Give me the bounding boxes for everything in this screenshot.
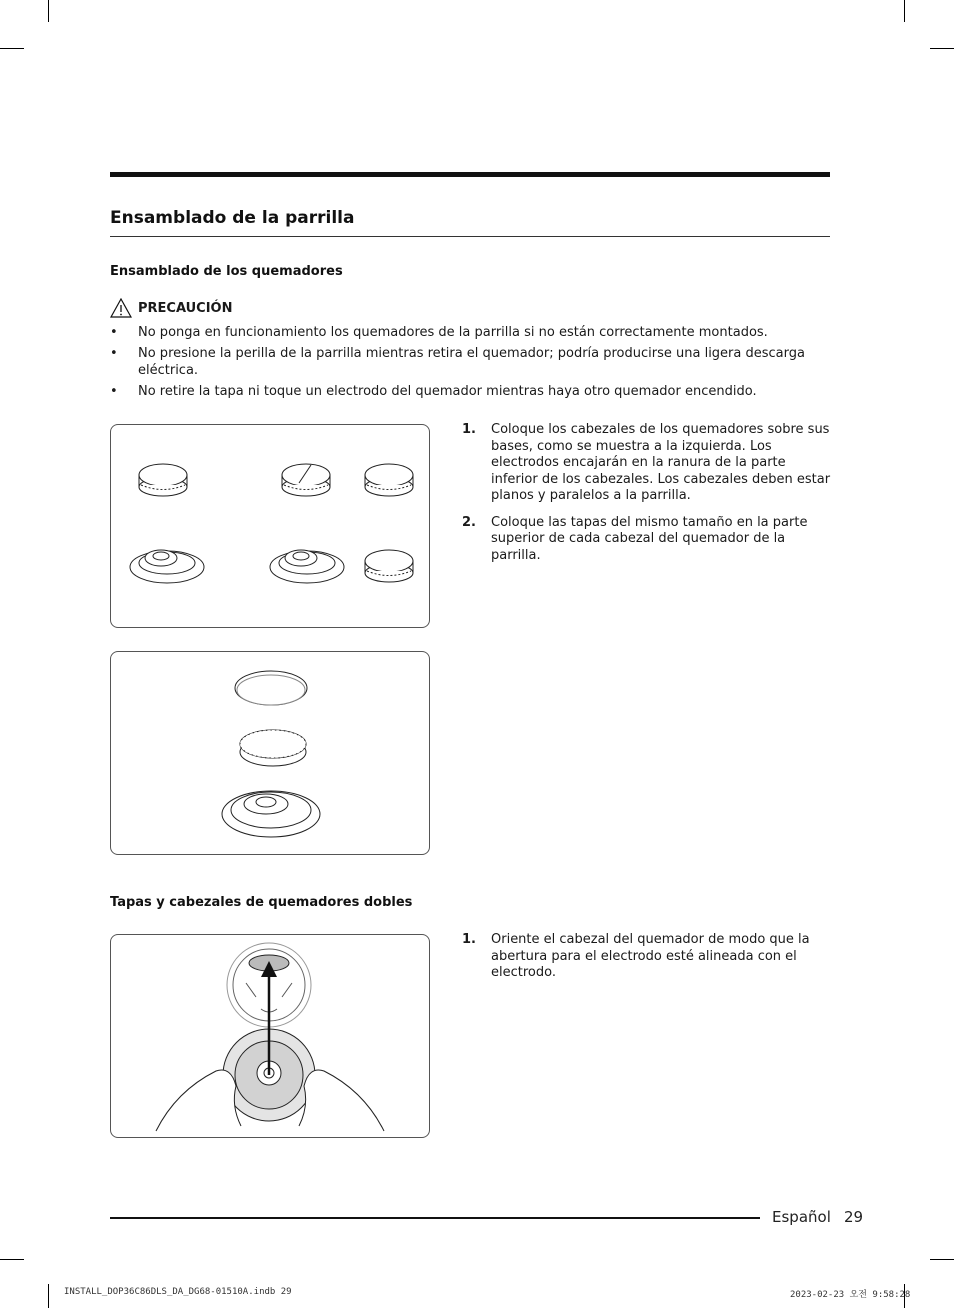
burner-assembly-subtitle: Ensamblado de los quemadores — [110, 264, 343, 279]
burner-base-bottom-left — [130, 550, 204, 583]
dual-burner-illustration — [111, 935, 429, 1137]
burner-head-top-right — [365, 464, 413, 496]
caution-item: • No retire la tapa ni toque un electrodo del quemador mientras haya otro quemador encendido. — [110, 383, 830, 400]
step-number: 2. — [462, 514, 476, 530]
dual-burner-steps — [462, 932, 832, 992]
warning-icon — [110, 298, 132, 318]
page-number: 29 — [844, 1208, 864, 1226]
step-number: 1. — [462, 932, 476, 947]
burner-stack-figure — [110, 651, 430, 855]
crop-mark — [930, 1259, 954, 1260]
burner-assembly-steps — [462, 422, 832, 574]
step-text: Oriente el cabezal del quemador de modo que la abertura para el electrodo esté alineada con el electrodo. — [491, 932, 810, 980]
burner-head-top-center — [282, 464, 330, 496]
step-item — [462, 422, 832, 505]
crop-mark — [930, 48, 954, 49]
burner-base — [222, 791, 320, 837]
caution-item: • No presione la perilla de la parrilla mientras retira el quemador; podría producirse una ligera descarga eléctrica. — [110, 345, 830, 379]
crop-mark — [48, 0, 49, 22]
caution-list — [110, 324, 830, 404]
crop-mark — [48, 1284, 49, 1308]
dual-burner-figure — [110, 934, 430, 1138]
step-text: Coloque los cabezales de los quemadores sobre sus bases, como se muestra a la izquierda. Los electrodos encajarán en la ranura de la parte inferior de los cabezales. Los cabezales deben estar planos y paralelos a la parrilla. — [491, 422, 831, 503]
burner-head-bottom-right — [365, 550, 413, 582]
caution-item: • No ponga en funcionamiento los quemadores de la parrilla si no están correctamente montados. — [110, 324, 830, 341]
crop-mark — [0, 48, 24, 49]
crop-mark — [0, 1259, 24, 1260]
burner-stack-illustration — [111, 652, 429, 854]
step-item — [462, 932, 832, 982]
step-number: 1. — [462, 422, 476, 437]
dual-burner-subtitle: Tapas y cabezales de quemadores dobles — [110, 895, 413, 910]
section-title: Ensamblado de la parrilla — [110, 208, 355, 228]
footer-language: Español — [772, 1208, 831, 1226]
print-slug-file: INSTALL_DOP36C86DLS_DA_DG68-01510A.indb 29 — [64, 1287, 292, 1297]
caution-heading — [110, 298, 233, 318]
header-rule — [110, 172, 830, 177]
footer-rule — [110, 1217, 760, 1219]
step-item — [462, 515, 832, 565]
print-slug-date: 2023-02-23 오전 9:58:28 — [790, 1290, 911, 1300]
burner-head — [240, 730, 306, 766]
burner-layout-figure — [110, 424, 430, 628]
caution-label: PRECAUCIÓN — [138, 300, 233, 316]
burner-head-top-left — [139, 464, 187, 496]
burner-layout-illustration — [111, 425, 429, 627]
crop-mark — [904, 0, 905, 22]
burner-base-bottom-center — [270, 550, 344, 583]
title-underline — [110, 236, 830, 237]
step-text: Coloque las tapas del mismo tamaño en la parte superior de cada cabezal del quemador de la parrilla. — [491, 514, 808, 563]
